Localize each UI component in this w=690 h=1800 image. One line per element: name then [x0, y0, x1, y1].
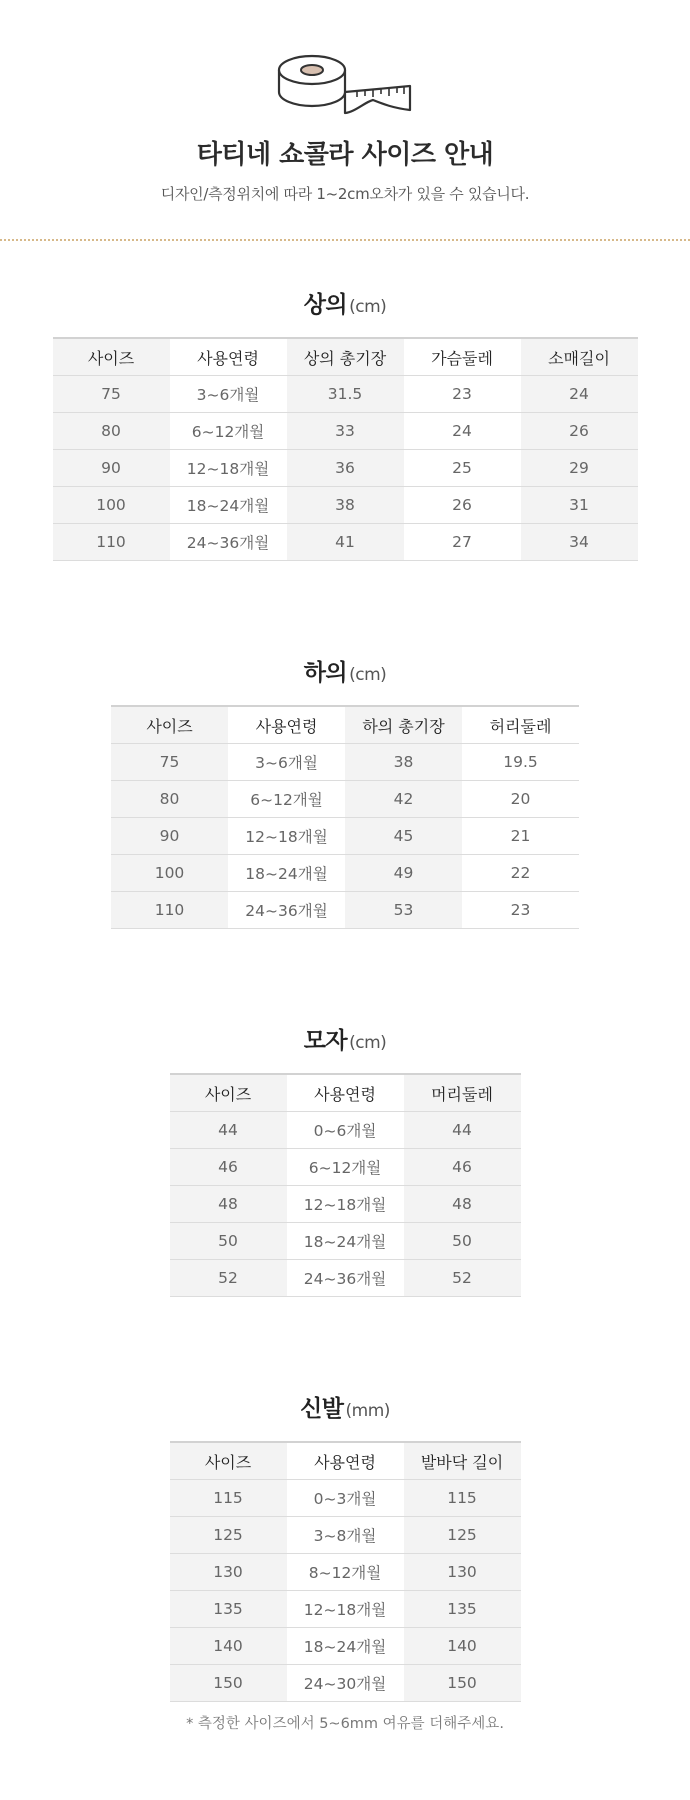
table-cell: 22 — [462, 855, 579, 892]
table-cell: 75 — [53, 376, 170, 413]
section-title — [0, 1022, 690, 1055]
table-cell: 0~6개월 — [287, 1112, 404, 1149]
table-cell: 31.5 — [287, 376, 404, 413]
top-size-table — [53, 337, 638, 561]
table-cell: 46 — [170, 1149, 287, 1186]
table-cell: 24 — [404, 413, 521, 450]
table-cell: 52 — [404, 1260, 521, 1297]
dotted-divider — [0, 239, 690, 241]
table-row — [170, 1149, 521, 1186]
column-header: 허리둘레 — [462, 706, 579, 744]
table-row — [53, 376, 638, 413]
table-cell: 18~24개월 — [287, 1628, 404, 1665]
table-cell: 12~18개월 — [170, 450, 287, 487]
page-title: 타티네 쇼콜라 사이즈 안내 — [196, 140, 494, 170]
column-header: 사이즈 — [170, 1442, 287, 1480]
hat-section — [0, 1022, 690, 1297]
table-row — [170, 1554, 521, 1591]
table-cell: 25 — [404, 450, 521, 487]
table-cell: 130 — [170, 1554, 287, 1591]
table-header-row — [111, 706, 579, 744]
table-cell: 115 — [170, 1480, 287, 1517]
table-cell: 53 — [345, 892, 462, 929]
table-cell: 3~6개월 — [228, 744, 345, 781]
table-header-row — [170, 1074, 521, 1112]
shoes-section — [0, 1390, 690, 1733]
table-cell: 115 — [404, 1480, 521, 1517]
table-cell: 48 — [404, 1186, 521, 1223]
table-row — [170, 1112, 521, 1149]
table-row — [170, 1665, 521, 1702]
table-cell: 46 — [404, 1149, 521, 1186]
table-row — [53, 524, 638, 561]
table-cell: 150 — [170, 1665, 287, 1702]
section-title — [0, 286, 690, 319]
table-cell: 75 — [111, 744, 228, 781]
column-header: 사이즈 — [111, 706, 228, 744]
table-cell: 125 — [170, 1517, 287, 1554]
table-cell: 3~8개월 — [287, 1517, 404, 1554]
table-cell: 6~12개월 — [228, 781, 345, 818]
bottom-section — [0, 654, 690, 929]
table-cell: 24~36개월 — [228, 892, 345, 929]
table-cell: 24~36개월 — [170, 524, 287, 561]
table-cell: 41 — [287, 524, 404, 561]
table-cell: 150 — [404, 1665, 521, 1702]
table-cell: 125 — [404, 1517, 521, 1554]
table-row — [170, 1260, 521, 1297]
table-cell: 24~30개월 — [287, 1665, 404, 1702]
table-cell: 23 — [462, 892, 579, 929]
table-cell: 21 — [462, 818, 579, 855]
table-cell: 8~12개월 — [287, 1554, 404, 1591]
section-title-text: 상의 — [303, 292, 348, 318]
table-cell: 29 — [521, 450, 638, 487]
table-cell: 44 — [170, 1112, 287, 1149]
table-cell: 3~6개월 — [170, 376, 287, 413]
table-cell: 31 — [521, 487, 638, 524]
table-cell: 50 — [170, 1223, 287, 1260]
table-row — [170, 1517, 521, 1554]
column-header: 소매길이 — [521, 338, 638, 376]
table-header-row — [170, 1442, 521, 1480]
table-cell: 80 — [111, 781, 228, 818]
section-unit: (mm) — [345, 1401, 390, 1421]
table-cell: 23 — [404, 376, 521, 413]
table-cell: 19.5 — [462, 744, 579, 781]
section-unit: (cm) — [349, 1033, 387, 1053]
top-section — [0, 286, 690, 561]
column-header: 사용연령 — [287, 1442, 404, 1480]
column-header: 발바닥 길이 — [404, 1442, 521, 1480]
table-row — [170, 1591, 521, 1628]
table-cell: 52 — [170, 1260, 287, 1297]
section-unit: (cm) — [349, 297, 387, 317]
section-unit: (cm) — [349, 665, 387, 685]
table-cell: 48 — [170, 1186, 287, 1223]
table-row — [170, 1223, 521, 1260]
table-row — [53, 450, 638, 487]
table-row — [53, 413, 638, 450]
table-cell: 34 — [521, 524, 638, 561]
table-cell: 18~24개월 — [287, 1223, 404, 1260]
section-title-text: 신발 — [300, 1396, 344, 1422]
bottom-size-table — [111, 705, 579, 929]
table-row — [111, 781, 579, 818]
table-cell: 38 — [287, 487, 404, 524]
table-cell: 140 — [404, 1628, 521, 1665]
table-cell: 49 — [345, 855, 462, 892]
table-cell: 6~12개월 — [287, 1149, 404, 1186]
column-header: 사용연령 — [287, 1074, 404, 1112]
table-cell: 130 — [404, 1554, 521, 1591]
measuring-tape-icon — [273, 52, 417, 118]
table-cell: 24 — [521, 376, 638, 413]
table-cell: 110 — [53, 524, 170, 561]
table-cell: 80 — [53, 413, 170, 450]
shoes-note: * 측정한 사이즈에서 5~6mm 여유를 더해주세요. — [186, 1716, 504, 1732]
table-cell: 90 — [111, 818, 228, 855]
table-cell: 50 — [404, 1223, 521, 1260]
table-cell: 100 — [111, 855, 228, 892]
column-header: 가슴둘레 — [404, 338, 521, 376]
table-cell: 36 — [287, 450, 404, 487]
table-row — [170, 1480, 521, 1517]
table-cell: 42 — [345, 781, 462, 818]
section-title — [0, 1390, 690, 1423]
page-subtitle: 디자인/측정위치에 따라 1~2cm오차가 있을 수 있습니다. — [160, 185, 530, 203]
table-cell: 38 — [345, 744, 462, 781]
table-cell: 110 — [111, 892, 228, 929]
table-cell: 135 — [404, 1591, 521, 1628]
table-cell: 33 — [287, 413, 404, 450]
header — [0, 0, 690, 204]
column-header: 사이즈 — [170, 1074, 287, 1112]
table-cell: 20 — [462, 781, 579, 818]
table-cell: 12~18개월 — [287, 1591, 404, 1628]
table-cell: 90 — [53, 450, 170, 487]
table-cell: 18~24개월 — [228, 855, 345, 892]
table-cell: 26 — [404, 487, 521, 524]
table-cell: 12~18개월 — [287, 1186, 404, 1223]
table-cell: 24~36개월 — [287, 1260, 404, 1297]
column-header: 머리둘레 — [404, 1074, 521, 1112]
table-cell: 12~18개월 — [228, 818, 345, 855]
table-cell: 140 — [170, 1628, 287, 1665]
table-cell: 0~3개월 — [287, 1480, 404, 1517]
table-cell: 44 — [404, 1112, 521, 1149]
section-title-text: 하의 — [303, 660, 348, 686]
table-cell: 18~24개월 — [170, 487, 287, 524]
table-cell: 45 — [345, 818, 462, 855]
shoes-size-table — [170, 1441, 521, 1702]
table-header-row — [53, 338, 638, 376]
table-row — [111, 744, 579, 781]
column-header: 사이즈 — [53, 338, 170, 376]
section-title — [0, 654, 690, 687]
table-row — [53, 487, 638, 524]
table-cell: 100 — [53, 487, 170, 524]
table-cell: 135 — [170, 1591, 287, 1628]
table-row — [111, 818, 579, 855]
hat-size-table — [170, 1073, 521, 1297]
column-header: 사용연령 — [228, 706, 345, 744]
column-header: 상의 총기장 — [287, 338, 404, 376]
table-cell: 26 — [521, 413, 638, 450]
table-cell: 27 — [404, 524, 521, 561]
column-header: 사용연령 — [170, 338, 287, 376]
table-row — [170, 1628, 521, 1665]
column-header: 하의 총기장 — [345, 706, 462, 744]
table-cell: 6~12개월 — [170, 413, 287, 450]
table-row — [111, 892, 579, 929]
table-row — [170, 1186, 521, 1223]
table-row — [111, 855, 579, 892]
section-title-text: 모자 — [303, 1028, 348, 1054]
